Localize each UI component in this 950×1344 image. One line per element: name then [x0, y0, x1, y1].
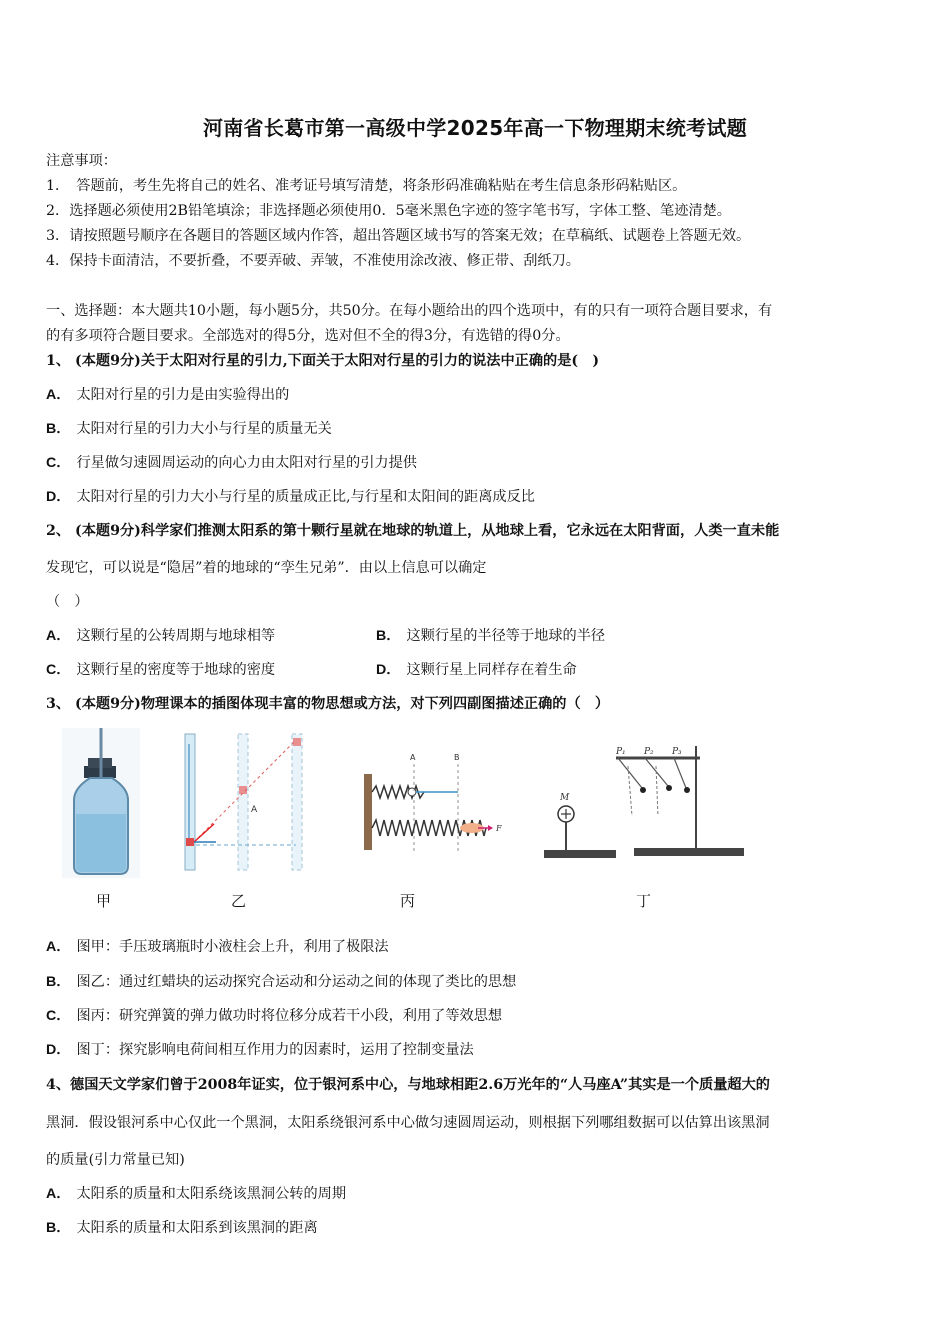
question-3-stem: 3、 (本题9分)物理课本的插图体现丰富的物思想或方法，对下列四副图描述正确的（ ） [46, 696, 610, 712]
option-text: 行星做匀速圆周运动的向心力由太阳对行星的引力提供 [76, 455, 417, 471]
q2-option-c [46, 660, 275, 680]
notice-heading: 注意事项： [46, 153, 117, 169]
option-label: D． [46, 489, 71, 505]
option-text: 太阳系的质量和太阳系绕该黑洞公转的周期 [76, 1186, 347, 1202]
question-2-stem-line-2: 发现它，可以说是“隐居”着的地球的“孪生兄弟”．由以上信息可以确定 [46, 560, 487, 576]
figure-label-m: M [560, 793, 570, 803]
figure-label-a: A [251, 805, 258, 815]
figure-yi-tubes [185, 734, 302, 870]
question-4-stem-line-1: 4、德国天文学家们曾于2008年证实，位于银河系中心，与地球相距2.6万光年的“人马座A”其实是一个质量超大的 [46, 1077, 770, 1093]
option-label: B． [376, 628, 401, 644]
option-label: B． [46, 1220, 71, 1236]
option-label: A． [46, 1186, 71, 1202]
option-label: B． [46, 421, 71, 437]
option-text: 这颗行星的密度等于地球的密度 [76, 662, 276, 678]
q1-option-c [46, 453, 417, 473]
option-label: B． [46, 974, 71, 990]
q2-option-d [376, 660, 577, 680]
figure-ding-charges [544, 746, 744, 858]
option-text: 图丙：研究弹簧的弹力做功时将位移分成若干小段，利用了等效思想 [76, 1008, 503, 1024]
figure-bing-springs [364, 753, 502, 854]
option-text: 图甲：手压玻璃瓶时小液柱会上升，利用了极限法 [76, 939, 389, 955]
notice-item-3: 3．请按照题号顺序在各题目的答题区域内作答，超出答题区域书写的答案无效；在草稿纸、试题卷上答题无效。 [46, 228, 751, 244]
figure-jia-bottle [62, 728, 140, 878]
option-text: 这颗行星的半径等于地球的半径 [406, 628, 606, 644]
exam-title: 河南省长葛市第一高级中学2025年高一下物理期末统考试题 [202, 116, 748, 140]
option-label: C． [46, 455, 71, 471]
figure-caption-bing: 丙 [400, 892, 416, 910]
figure-label-p3: P₃ [672, 747, 682, 757]
option-text: 太阳对行星的引力大小与行星的质量成正比,与行星和太阳间的距离成反比 [76, 489, 535, 505]
q2-option-a [46, 626, 275, 646]
section-intro-line-2: 的有多项符合题目要求。全部选对的得5分，选对但不全的得3分，有选错的得0分。 [46, 328, 570, 344]
notice-item-2: 2．选择题必须使用2B铅笔填涂；非选择题必须使用0．5毫米黑色字迹的签字笔书写，字体工整、笔迹清楚。 [46, 203, 731, 219]
notice-item-1: 1． 答题前，考生先将自己的姓名、准考证号填写清楚，将条形码准确粘贴在考生信息条形码粘贴区。 [46, 178, 687, 194]
figure-label-a: A [410, 753, 416, 762]
option-text: 太阳对行星的引力是由实验得出的 [76, 387, 290, 403]
q4-option-a [46, 1184, 346, 1204]
q3-option-b [46, 972, 516, 992]
option-text: 太阳对行星的引力大小与行星的质量无关 [76, 421, 332, 437]
figure-caption-yi: 乙 [231, 892, 247, 910]
q1-option-b [46, 419, 332, 439]
option-label: A． [46, 387, 71, 403]
figure-caption-jia: 甲 [96, 892, 112, 910]
section-intro-line-1: 一、选择题：本大题共10小题，每小题5分，共50分。在每小题给出的四个选项中，有的只有一项符合题目要求，有 [46, 303, 773, 319]
question-1-stem: 1、 (本题9分)关于太阳对行星的引力,下面关于太阳对行星的引力的说法中正确的是( ) [46, 353, 600, 369]
option-text: 这颗行星的公转周期与地球相等 [76, 628, 276, 644]
question-2-answer-blank: （ ） [46, 594, 89, 610]
option-label: A． [46, 939, 71, 955]
question-4-stem-line-2: 黑洞．假设银河系中心仅此一个黑洞，太阳系绕银河系中心做匀速圆周运动，则根据下列哪组数据可以估算出该黑洞 [46, 1115, 770, 1131]
notice-item-4: 4．保持卡面清洁，不要折叠，不要弄破、弄皱，不准使用涂改液、修正带、刮纸刀。 [46, 253, 580, 269]
option-text: 图丁：探究影响电荷间相互作用力的因素时，运用了控制变量法 [76, 1042, 474, 1058]
q3-option-c [46, 1006, 502, 1026]
option-label: D． [46, 1042, 71, 1058]
figure-label-p2: P₂ [644, 747, 654, 757]
option-text: 图乙：通过红蜡块的运动探究合运动和分运动之间的体现了类比的思想 [76, 974, 517, 990]
option-label: D． [376, 662, 401, 678]
question-4-stem-line-3: 的质量(引力常量已知) [46, 1152, 185, 1168]
option-text: 太阳系的质量和太阳系到该黑洞的距离 [76, 1220, 318, 1236]
figure-label-f: F [496, 824, 502, 833]
figure-label-b: B [454, 753, 460, 762]
question-2-stem-line-1: 2、 (本题9分)科学家们推测太阳系的第十颗行星就在地球的轨道上，从地球上看，它永远在太阳背面，人类一直未能 [46, 523, 780, 539]
q1-option-a [46, 385, 289, 405]
q3-option-a [46, 937, 389, 957]
q1-option-d [46, 487, 535, 507]
question-3-figures [46, 724, 746, 914]
figure-caption-ding: 丁 [636, 892, 652, 910]
q3-option-d [46, 1040, 474, 1060]
option-text: 这颗行星上同样存在着生命 [406, 662, 577, 678]
option-label: C． [46, 662, 71, 678]
q4-option-b [46, 1218, 318, 1238]
q2-option-b [376, 626, 605, 646]
figure-label-p1: P₁ [616, 747, 626, 757]
option-label: C． [46, 1008, 71, 1024]
option-label: A． [46, 628, 71, 644]
